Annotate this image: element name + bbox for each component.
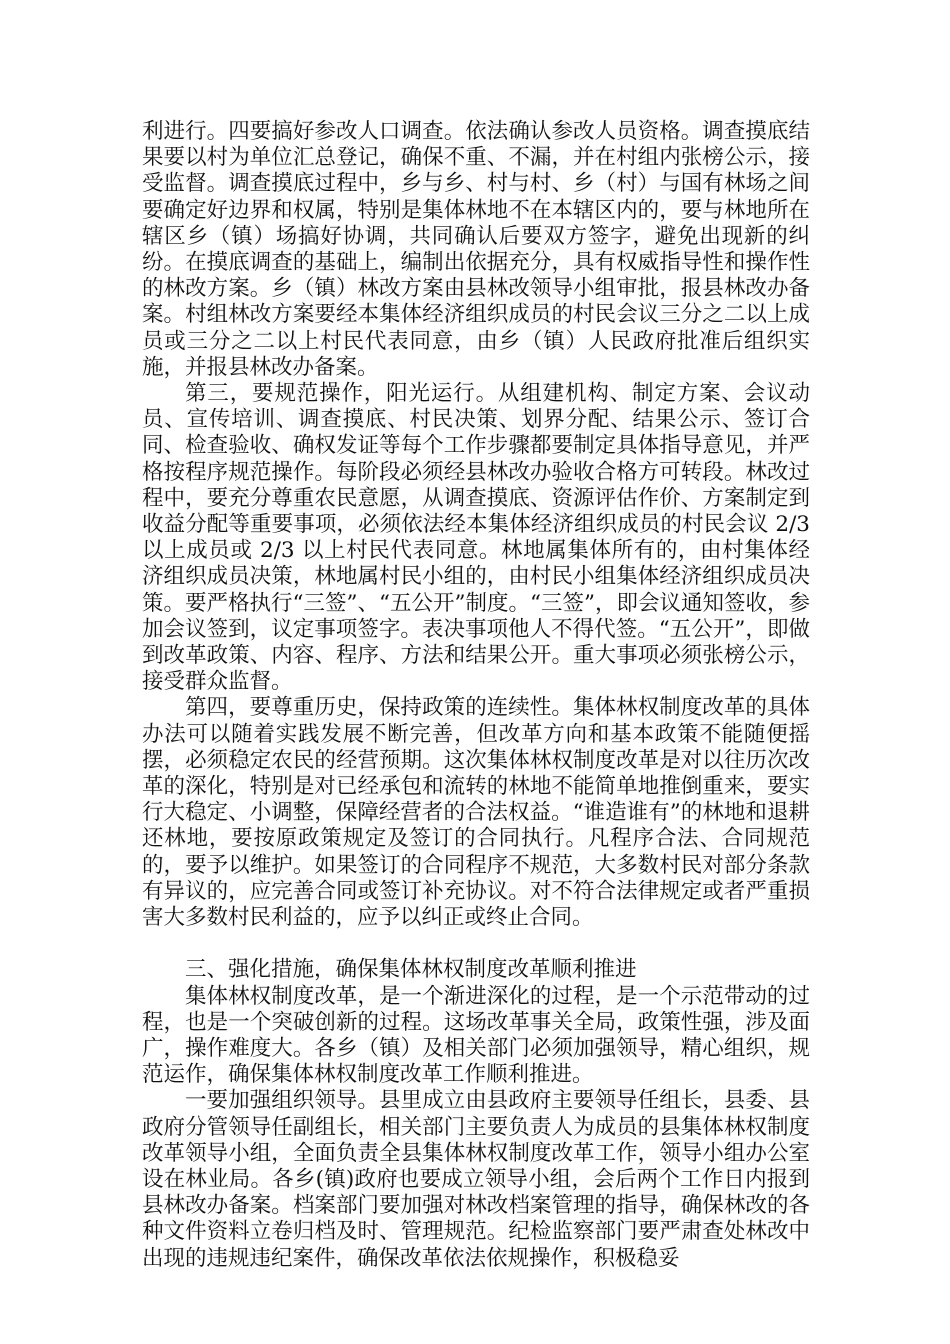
paragraph-4: 集体林权制度改革，是一个渐进深化的过程，是一个示范带动的过程，也是一个突破创新的过程。这场改革事关全局，政策性强，涉及面广，操作难度大。各乡（镇）及相关部门必须加强领导，精心组织，规范运作，确保集体林权制度改革工作顺利推进。 <box>142 983 810 1088</box>
paragraph-3: 第四，要尊重历史，保持政策的连续性。集体林权制度改革的具体办法可以随着实践发展不断完善，但改革方向和基本政策不能随便摇摆，必须稳定农民的经营预期。这次集体林权制度改革是对以往历次改革的深化，特别是对已经承包和流转的林地不能简单地推倒重来，要实行大稳定、小调整，保障经营者的合法权益。“谁造谁有”的林地和退耕还林地，要按原政策规定及签订的合同执行。凡程序合法、合同规范的，要予以维护。如果签订的合同程序不规范，大多数村民对部分条款有异议的，应完善合同或签订补充协议。对不符合法律规定或者严重损害大多数村民利益的，应予以纠正或终止合同。 <box>142 695 810 931</box>
paragraph-2: 第三，要规范操作，阳光运行。从组建机构、制定方案、会议动员、宣传培训、调查摸底、村民决策、划界分配、结果公示、签订合同、检查验收、确权发证等每个工作步骤都要制定具体指导意见，并严格按程序规范操作。每阶段必须经县林改办验收合格方可转段。林改过程中，要充分尊重农民意愿，从调查摸底、资源评估作价、方案制定到收益分配等重要事项，必须依法经本集体经济组织成员的村民会议 2/3 以上成员或 2/3 以上村民代表同意。林地属集体所有的，由村集体经济组织成员决策，林地属村民小组的，由村民小组集体经济组织成员决策。要严格执行“三签”、“五公开”制度。“三签”，即会议通知签收，参加会议签到，议定事项签字。表决事项他人不得代签。“五公开”，即做到改革政策、内容、程序、方法和结果公开。重大事项必须张榜公示，接受群众监督。 <box>142 381 810 695</box>
section-gap <box>142 931 810 957</box>
paragraph-5: 一要加强组织领导。县里成立由县政府主要领导任组长，县委、县政府分管领导任副组长，相关部门主要负责人为成员的县集体林权制度改革领导小组，全面负责全县集体林权制度改革工作，领导小组办公室设在林业局。各乡(镇)政府也要成立领导小组，会后两个工作日内报到县林改办备案。档案部门要加强对林改档案管理的指导，确保林改的各种文件资料立卷归档及时、管理规范。纪检监察部门要严肃查处林改中出现的违规违纪案件，确保改革依法依规操作，积极稳妥 <box>142 1088 810 1271</box>
paragraph-1: 利进行。四要搞好参改人口调查。依法确认参改人员资格。调查摸底结果要以村为单位汇总登记，确保不重、不漏，并在村组内张榜公示，接受监督。调查摸底过程中，乡与乡、村与村、乡（村）与国有林场之间要确定好边界和权属，特别是集体林地不在本辖区内的，要与林地所在辖区乡（镇）场搞好协调，共同确认后要双方签字，避免出现新的纠纷。在摸底调查的基础上，编制出依据充分，具有权威指导性和操作性的林改方案。乡（镇）林改方案由县林改领导小组审批，报县林改办备案。村组林改方案要经本集体经济组织成员的村民会议三分之二以上成员或三分之二以上村民代表同意，由乡（镇）人民政府批准后组织实施，并报县林改办备案。 <box>142 119 810 380</box>
section-heading: 三、强化措施，确保集体林权制度改革顺利推进 <box>185 957 637 983</box>
document-body <box>142 119 810 1272</box>
